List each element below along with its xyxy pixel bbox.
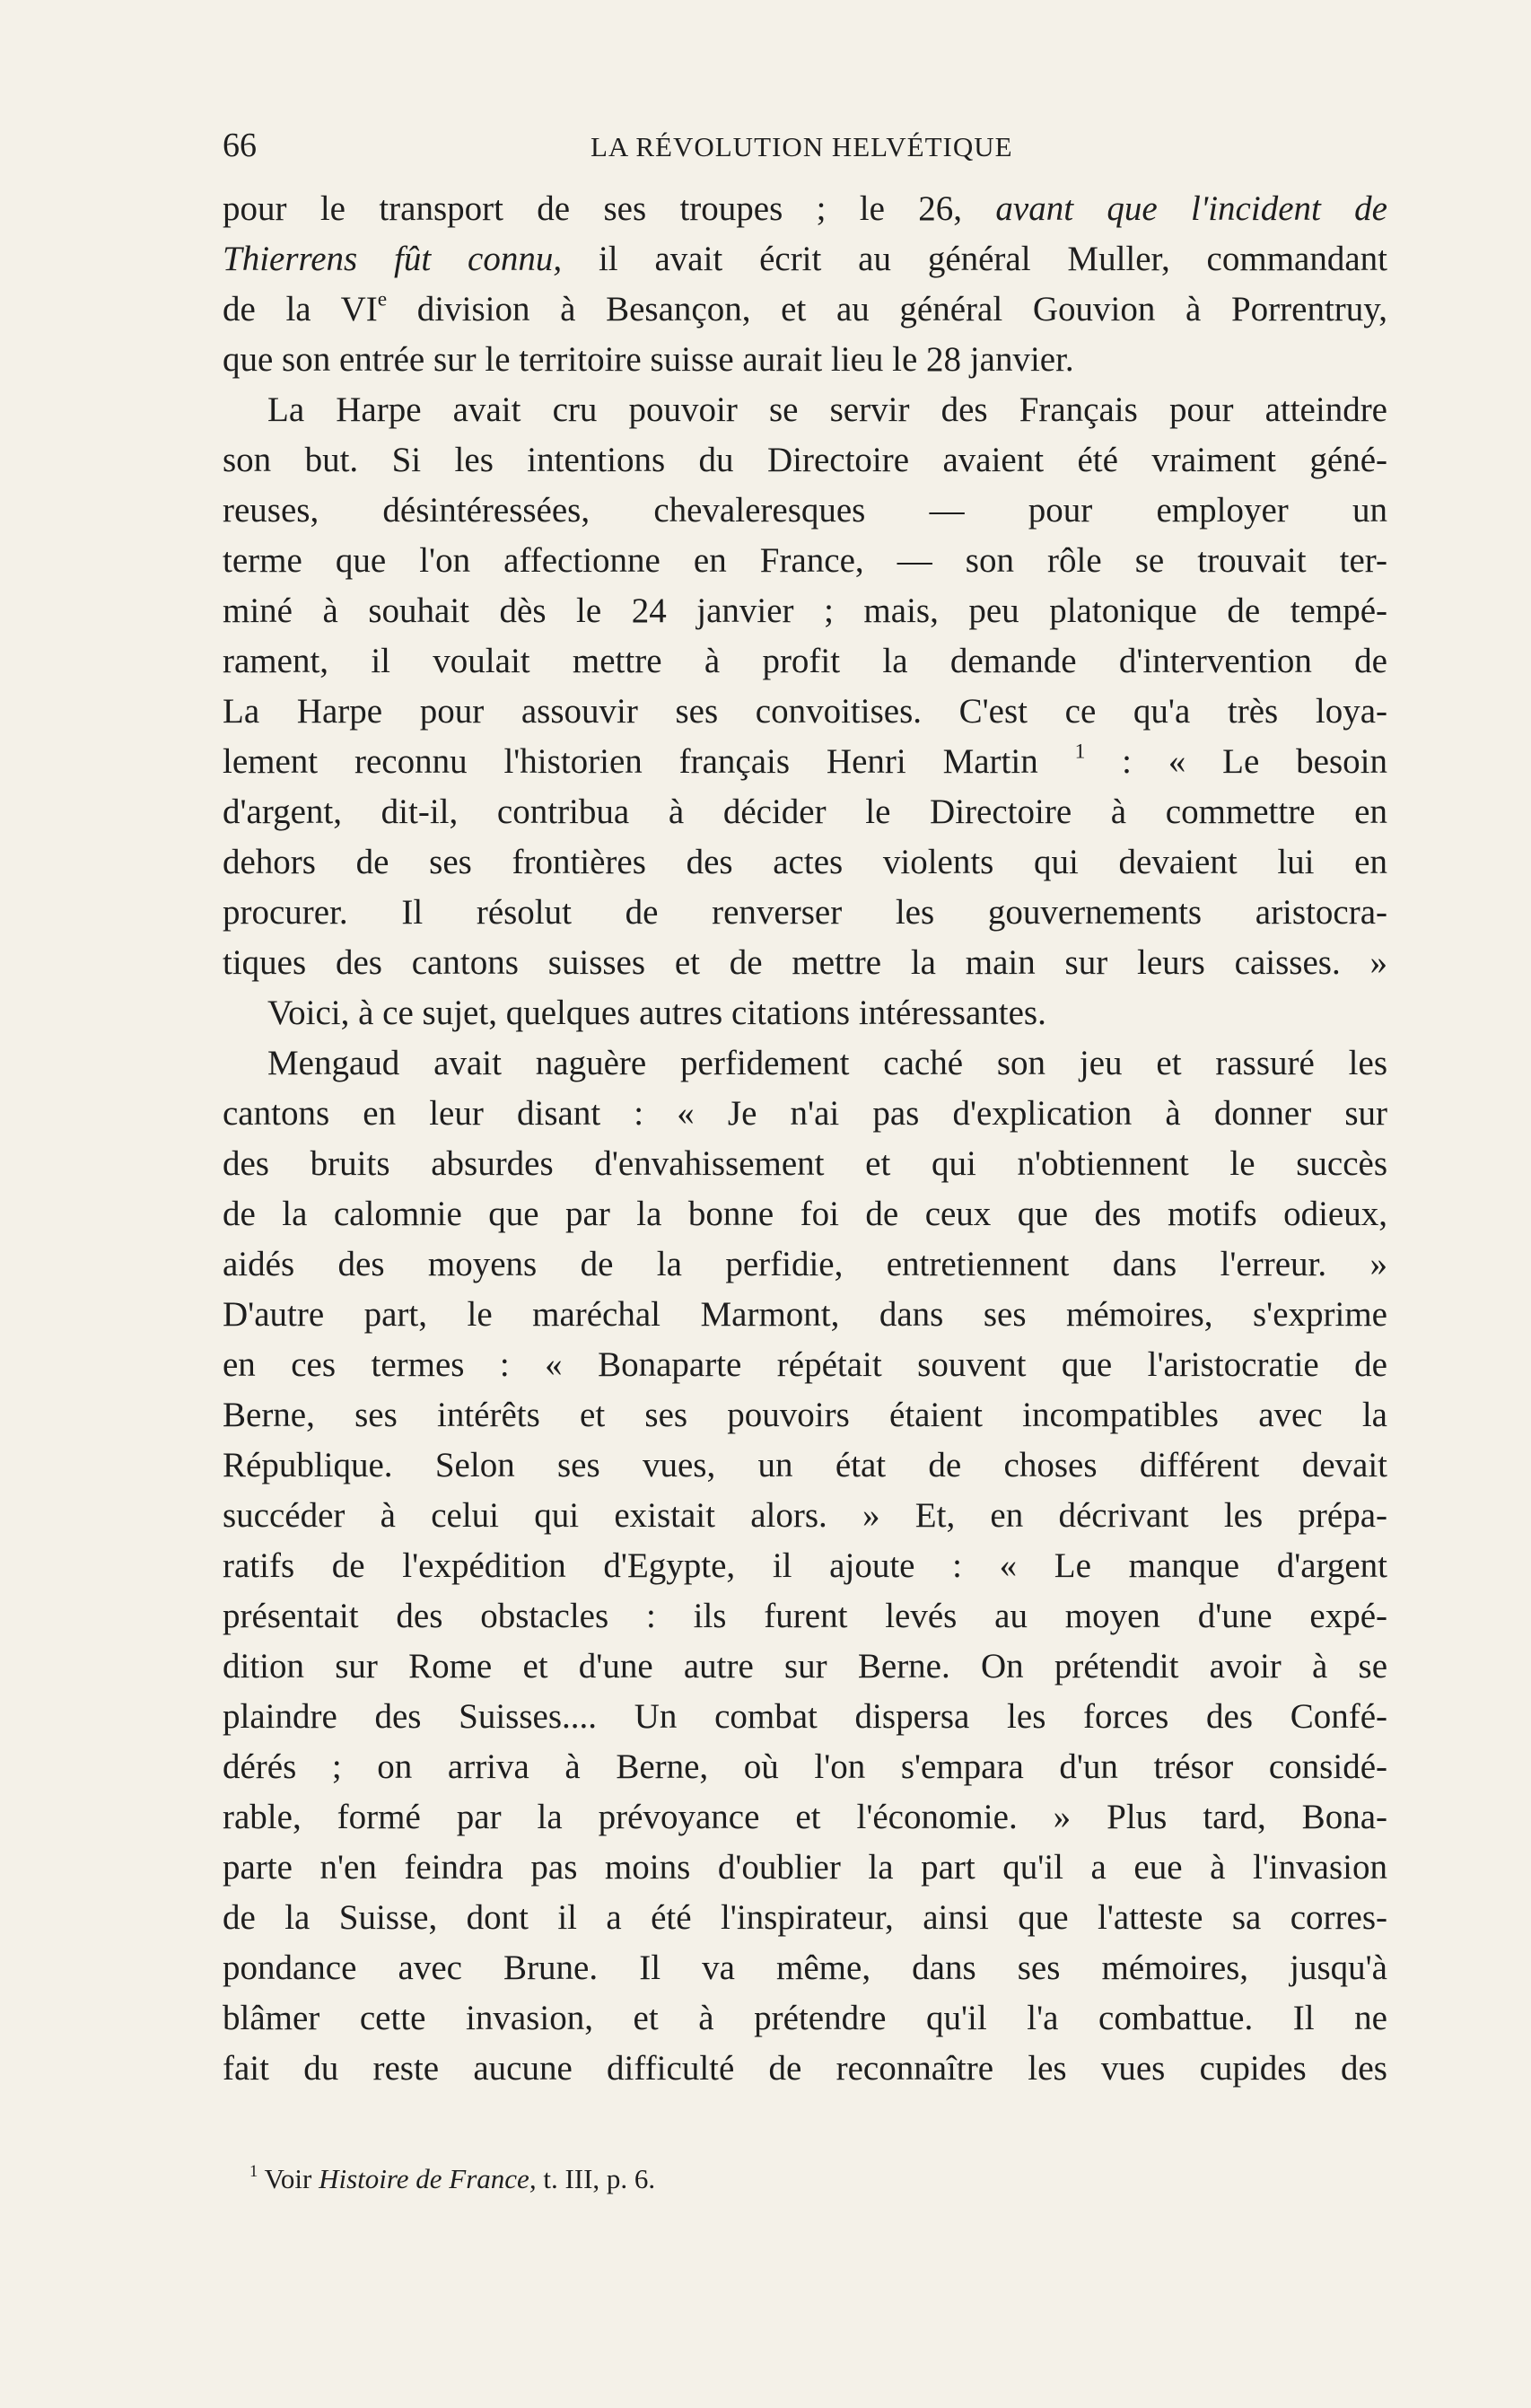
text-line [223,1893,1387,1943]
text-line [223,2044,1387,2094]
text-line-pre: tiques des cantons suisses et de mettre la main sur leurs caisses. » [223,943,1387,982]
text-line-pre: dehors de ses frontières des actes violents qui devaient lui en [223,843,1387,881]
text-line [223,1792,1387,1843]
text-line [223,586,1387,636]
text-line-em: avant que l'incident de [995,189,1387,228]
text-line [223,285,1387,335]
text-line-pre: aidés des moyens de la perfidie, entretiennent dans l'erreur. » [223,1245,1387,1283]
text-line-pre: d'argent, dit-il, contribua à décider le Directoire à commettre en [223,792,1387,831]
text-line-pre: son but. Si les intentions du Directoire avaient été vraiment géné- [223,441,1387,479]
text-line [223,636,1387,687]
text-line [223,1440,1387,1491]
text-line-pre: La Harpe avait cru pouvoir se servir des Français pour atteindre [267,390,1387,429]
text-line [223,687,1387,737]
text-line-pre: fait du reste aucune difficulté de reconnaître les vues cupides des [223,2049,1387,2088]
text-line-pre: procurer. Il résolut de renverser les gouvernements aristocra- [223,893,1387,932]
text-line-pre: parte n'en feindra pas moins d'oublier la part qu'il a eue à l'invasion [223,1848,1387,1887]
footnote-text-pre: Voir [258,2163,319,2194]
footnote [249,2163,655,2195]
text-line [223,1290,1387,1340]
text-line [223,1742,1387,1792]
text-line-pre: D'autre part, le maréchal Marmont, dans ses mémoires, s'exprime [223,1295,1387,1334]
text-line [223,1491,1387,1541]
text-line-pre: de la calomnie que par la bonne foi de ceux que des motifs odieux, [223,1195,1387,1233]
text-line-post: : « Le besoin [1085,742,1387,781]
text-line [223,385,1387,435]
text-line [223,1239,1387,1290]
text-line [223,1943,1387,1993]
text-line [223,486,1387,536]
text-line-em: Thierrens fût connu, [223,240,563,278]
text-line-pre: La Harpe pour assouvir ses convoitises. C'est ce qu'a très loya- [223,692,1387,731]
text-line-pre: des bruits absurdes d'envahissement et qui n'obtiennent le succès [223,1144,1387,1183]
footnote-marker: 1 [249,2161,258,2181]
body-text [223,184,1387,2094]
text-line-pre: plaindre des Suisses.... Un combat dispersa les forces des Confé- [223,1697,1387,1736]
text-line [223,938,1387,988]
text-line [223,988,1387,1038]
text-line-pre: reuses, désintéressées, chevaleresques — pour employer un [223,491,1387,530]
text-line-pre: blâmer cette invasion, et à prétendre qu'il l'a combattue. Il ne [223,1999,1387,2037]
text-line [223,335,1387,385]
footnote-text-post: t. III, p. 6. [536,2163,656,2194]
text-line-pre: Voici, à ce sujet, quelques autres citations intéressantes. [267,994,1046,1032]
text-line-pre: pondance avec Brune. Il va même, dans ses mémoires, jusqu'à [223,1948,1387,1987]
text-line [223,234,1387,285]
text-line-pre: miné à souhait dès le 24 janvier ; mais, peu platonique de tempé- [223,591,1387,630]
text-line-pre: succéder à celui qui existait alors. » Et, en décrivant les prépa- [223,1496,1387,1535]
text-line-pre: lement reconnu l'historien français Henri Martin [223,742,1075,781]
text-line [223,1843,1387,1893]
text-line [223,1340,1387,1390]
text-line-pre: République. Selon ses vues, un état de choses différent devait [223,1446,1387,1484]
text-line [223,1642,1387,1692]
text-line [223,184,1387,234]
text-line [223,1993,1387,2044]
text-line [223,536,1387,586]
text-line [223,737,1387,787]
text-line [223,1591,1387,1642]
text-line-pre: dition sur Rome et d'une autre sur Berne. On prétendit avoir à se [223,1647,1387,1686]
text-line-sup: e [377,287,388,311]
text-line-pre: rable, formé par la prévoyance et l'économie. » Plus tard, Bona- [223,1798,1387,1836]
text-line-sup: 1 [1074,740,1086,764]
text-line [223,1541,1387,1591]
text-line-pre: rament, il voulait mettre à profit la demande d'intervention de [223,642,1387,680]
text-line-pre: ratifs de l'expédition d'Egypte, il ajoute : « Le manque d'argent [223,1546,1387,1585]
text-line [223,1139,1387,1189]
text-line [223,888,1387,938]
text-line-pre: de la VI [223,290,378,328]
text-line [223,1189,1387,1239]
text-line-pre: Berne, ses intérêts et ses pouvoirs étaient incompatibles avec la [223,1396,1387,1434]
text-line [223,1089,1387,1139]
text-line [223,787,1387,837]
text-line [223,837,1387,888]
text-line [223,1692,1387,1742]
text-line-pre: que son entrée sur le territoire suisse aurait lieu le 28 janvier. [223,340,1074,379]
text-line-pre: en ces termes : « Bonaparte répétait souvent que l'aristocratie de [223,1345,1387,1384]
page-header [223,126,1389,171]
running-title: LA RÉVOLUTION HELVÉTIQUE [591,131,1013,162]
text-line-pre: de la Suisse, dont il a été l'inspirateur, ainsi que l'atteste sa corres- [223,1898,1387,1937]
text-line [223,435,1387,486]
text-line-pre: dérés ; on arriva à Berne, où l'on s'empara d'un trésor considé- [223,1747,1387,1786]
text-line-pre: présentait des obstacles : ils furent levés au moyen d'une expé- [223,1597,1387,1635]
footnote-title: Histoire de France, [319,2163,537,2194]
text-line-pre: Mengaud avait naguère perfidement caché son jeu et rassuré les [267,1044,1387,1082]
text-line [223,1390,1387,1440]
text-line-pre: pour le transport de ses troupes ; le 26, [223,189,996,228]
text-line-post: il avait écrit au général Muller, commandant [562,240,1387,278]
text-line-post: division à Besançon, et au général Gouvion à Porrentruy, [387,290,1387,328]
page-number: 66 [223,127,257,164]
text-line-pre: terme que l'on affectionne en France, — son rôle se trouvait ter- [223,541,1387,580]
text-line-pre: cantons en leur disant : « Je n'ai pas d'explication à donner sur [223,1094,1387,1133]
text-line [223,1038,1387,1089]
